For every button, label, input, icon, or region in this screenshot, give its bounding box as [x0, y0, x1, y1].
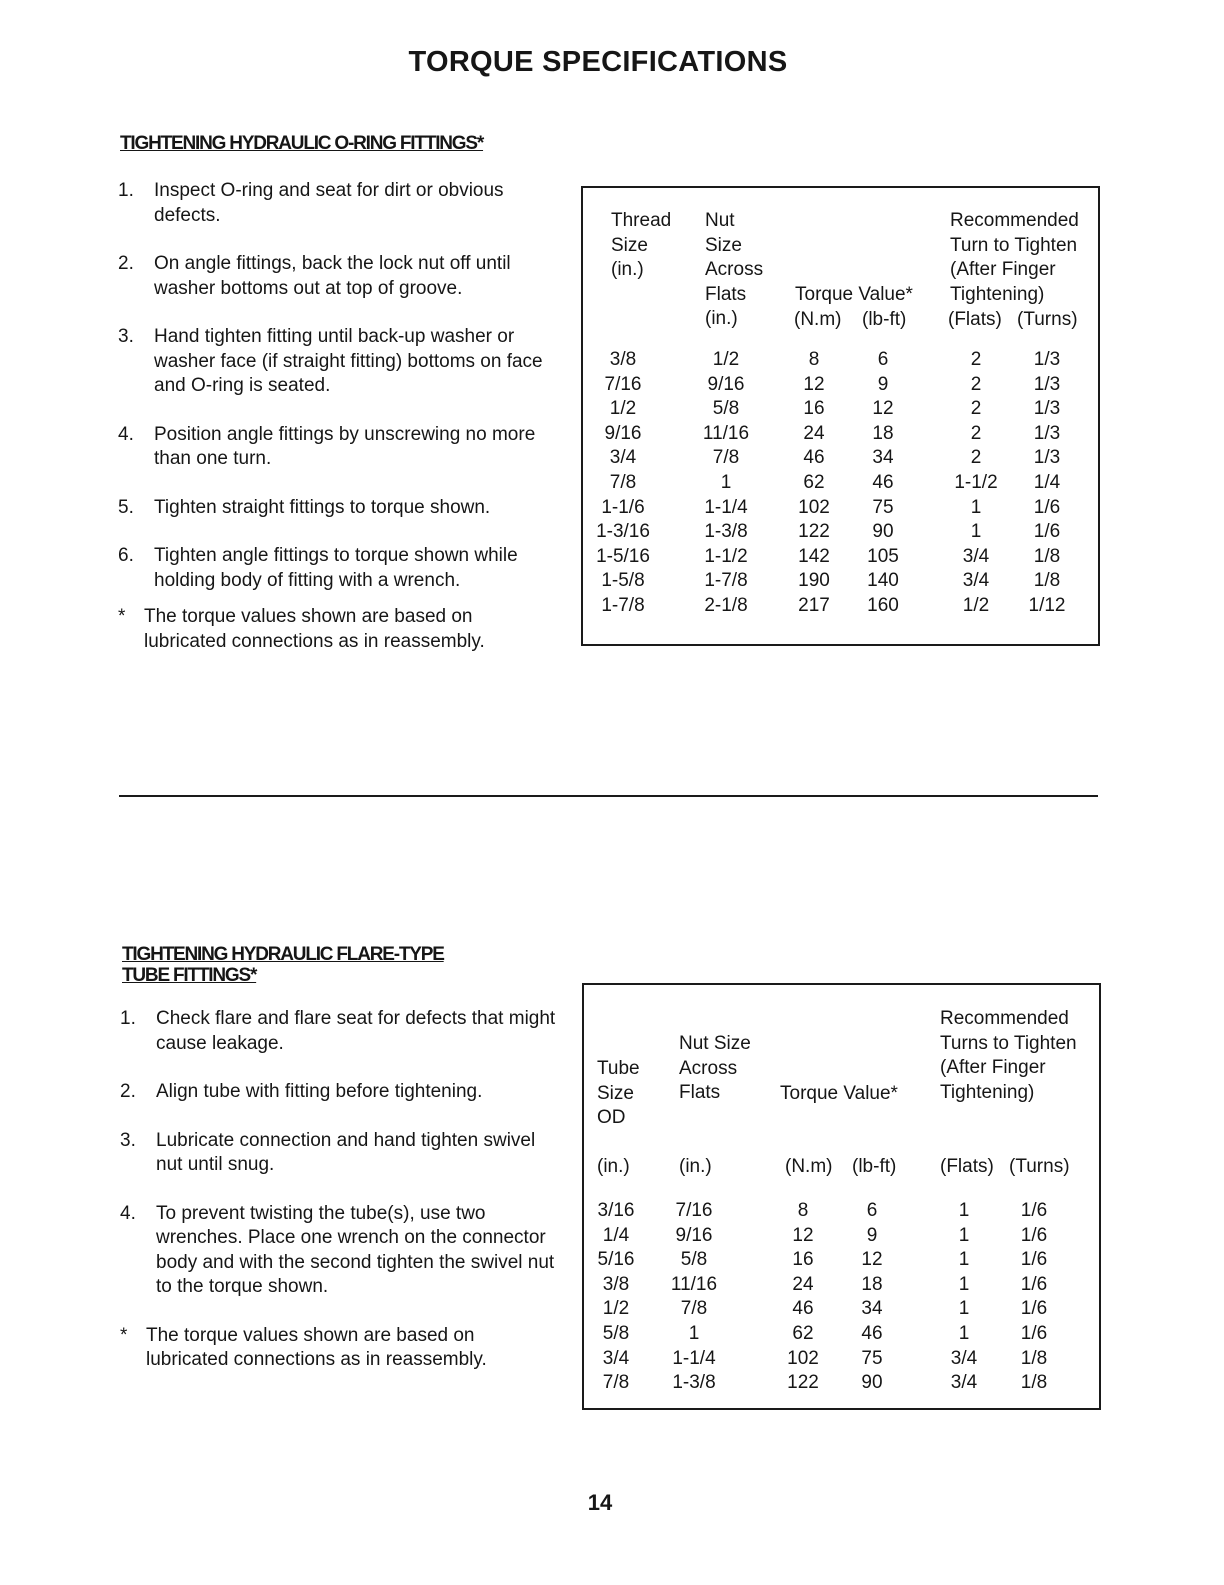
column-flats: [944, 348, 1008, 619]
table-cell: 1: [958, 1298, 970, 1320]
table-cell: 1/6: [1033, 521, 1061, 543]
table-cell: 1/3: [1033, 447, 1061, 469]
column-turns: [1019, 348, 1075, 619]
table-cell: 9: [877, 373, 889, 395]
table-cell: 1-7/8: [704, 570, 748, 592]
header-torque-nm: (N.m): [785, 1156, 833, 1177]
table-cell: 102: [787, 1347, 819, 1369]
table-cell: 1/3: [1033, 349, 1061, 370]
table-cell: 16: [803, 398, 825, 420]
table-cell: 122: [798, 521, 830, 543]
table-cell: 1: [958, 1200, 970, 1221]
oring-step: 3. Hand tighten fitting until back-up washer or washer face (if straight fitting) bottoms on face and O-ring is seated.: [118, 326, 543, 396]
header-tube-unit: (in.): [597, 1156, 630, 1177]
table-cell: 1/8: [1033, 545, 1061, 567]
header-nut-size: Nut Size Across Flats: [679, 1033, 751, 1104]
table-cell: 102: [798, 496, 830, 518]
table-cell: 75: [861, 1347, 883, 1369]
table-cell: 1-1/4: [672, 1347, 716, 1369]
table-cell: 12: [803, 373, 825, 395]
oring-footnote: * The torque values shown are based on lubricated connections as in reassembly.: [118, 606, 485, 652]
flare-torque-table: [582, 983, 1101, 1410]
table-cell: 1/8: [1033, 570, 1061, 592]
table-cell: 9: [866, 1224, 878, 1246]
table-cell: 46: [872, 471, 894, 493]
column-nut-size: [689, 348, 763, 619]
table-cell: 160: [867, 594, 899, 616]
table-cell: 1: [958, 1249, 970, 1271]
table-cell: 1/2: [602, 1298, 630, 1320]
oring-steps-list: [118, 179, 558, 654]
table-cell: 1/4: [602, 1224, 630, 1246]
table-cell: 18: [861, 1273, 883, 1295]
header-flats: (Flats): [940, 1156, 994, 1177]
table-cell: 1-5/16: [596, 545, 650, 567]
table-cell: 6: [877, 349, 889, 370]
table-cell: 2: [970, 349, 982, 370]
oring-torque-table: [581, 186, 1100, 646]
table-cell: 1-1/2: [954, 471, 998, 493]
table-cell: 6: [866, 1200, 878, 1221]
table-cell: 1/3: [1033, 422, 1061, 444]
table-cell: 105: [867, 545, 899, 567]
oring-step: 6. Tighten angle fittings to torque shown while holding body of fitting with a wrench.: [118, 545, 518, 591]
table-cell: 5/16: [597, 1249, 635, 1271]
table-cell: 2: [970, 447, 982, 469]
flare-section-heading: TIGHTENING HYDRAULIC FLARE-TYPE TUBE FITTINGS*: [122, 944, 444, 986]
oring-step: 2. On angle fittings, back the lock nut off until washer bottoms out at top of groove.: [118, 253, 511, 299]
column-turns: [1006, 1199, 1062, 1396]
table-cell: 3/4: [602, 1347, 630, 1369]
oring-section-heading: TIGHTENING HYDRAULIC O-RING FITTINGS*: [120, 133, 484, 154]
table-cell: 34: [861, 1298, 883, 1320]
table-cell: 7/16: [675, 1200, 713, 1221]
table-cell: 5/8: [712, 398, 740, 420]
oring-step: 5. Tighten straight fittings to torque shown.: [118, 496, 491, 518]
table-cell: 3/4: [950, 1372, 978, 1394]
column-flats: [936, 1199, 992, 1396]
header-torque-lbft: (lb-ft): [852, 1156, 897, 1177]
table-cell: 1-3/8: [704, 521, 748, 543]
oring-step: 1. Inspect O-ring and seat for dirt or obvious defects.: [118, 180, 504, 226]
header-flats: (Flats): [948, 309, 1002, 330]
header-recommended: Recommended Turns to Tighten (After Finger Tightening): [940, 1008, 1077, 1103]
table-cell: 8: [797, 1200, 809, 1221]
column-torque-lbft: [856, 348, 910, 619]
table-cell: 3/4: [962, 545, 990, 567]
table-cell: 1/6: [1020, 1249, 1048, 1271]
header-torque-value: Torque Value*: [795, 284, 913, 305]
column-torque-nm: [787, 348, 841, 619]
table-cell: 1-1/6: [601, 496, 645, 518]
table-cell: 3/4: [950, 1347, 978, 1369]
table-cell: 62: [803, 471, 825, 493]
table-cell: 90: [861, 1372, 883, 1394]
column-tube-size: [588, 1199, 644, 1396]
table-cell: 8: [808, 349, 820, 370]
header-tube-size: Tube Size OD: [597, 1058, 640, 1129]
table-cell: 12: [792, 1224, 814, 1246]
table-cell: 16: [792, 1249, 814, 1271]
table-cell: 1: [720, 471, 732, 493]
column-torque-lbft: [844, 1199, 900, 1396]
table-cell: 7/16: [604, 373, 642, 395]
table-cell: 1/2: [962, 594, 990, 616]
table-cell: 34: [872, 447, 894, 469]
table-cell: 5/8: [680, 1249, 708, 1271]
table-cell: 122: [787, 1372, 819, 1394]
table-cell: 9/16: [675, 1224, 713, 1246]
table-cell: 1-7/8: [601, 594, 645, 616]
flare-step: 1. Check flare and flare seat for defects that might cause leakage.: [120, 1008, 556, 1054]
header-torque-value: Torque Value*: [780, 1083, 898, 1104]
header-torque-nm: (N.m): [794, 309, 842, 330]
table-cell: 2: [970, 422, 982, 444]
table-cell: 1: [970, 496, 982, 518]
table-cell: 46: [861, 1322, 883, 1344]
header-nut-unit: (in.): [679, 1156, 712, 1177]
table-cell: 1: [970, 521, 982, 543]
table-cell: 1: [958, 1322, 970, 1344]
table-cell: 1/8: [1020, 1372, 1048, 1394]
section-divider: [119, 795, 1098, 797]
header-torque-lbft: (lb-ft): [862, 309, 907, 330]
table-cell: 7/8: [609, 471, 637, 493]
table-cell: 5/8: [602, 1322, 630, 1344]
table-cell: 3/8: [609, 349, 637, 370]
table-cell: 75: [872, 496, 894, 518]
table-cell: 7/8: [602, 1372, 630, 1394]
flare-steps-list: [120, 1007, 560, 1373]
flare-step: 4. To prevent twisting the tube(s), use two wrenches. Place one wrench on the connector body and with the second tighten the swivel nut to the torque shown.: [120, 1202, 555, 1297]
header-turns: (Turns): [1009, 1156, 1070, 1177]
table-cell: 7/8: [680, 1298, 708, 1320]
table-cell: 18: [872, 422, 894, 444]
table-cell: 1/6: [1020, 1200, 1048, 1221]
table-cell: 190: [798, 570, 830, 592]
table-cell: 1-3/16: [596, 521, 650, 543]
table-cell: 3/16: [597, 1200, 635, 1221]
header-nut-size: Nut Size Across Flats (in.): [705, 210, 764, 330]
table-cell: 1/6: [1020, 1322, 1048, 1344]
table-cell: 1/4: [1033, 471, 1061, 493]
table-cell: 7/8: [712, 447, 740, 469]
table-cell: 3/4: [609, 447, 637, 469]
table-cell: 46: [792, 1298, 814, 1320]
table-cell: 11/16: [670, 1273, 718, 1295]
header-turns: (Turns): [1017, 309, 1078, 330]
table-cell: 2: [970, 373, 982, 395]
table-cell: 46: [803, 447, 825, 469]
flare-step: 3. Lubricate connection and hand tighten swivel nut until snug.: [120, 1129, 536, 1175]
table-cell: 1: [958, 1224, 970, 1246]
table-cell: 1/6: [1020, 1273, 1048, 1295]
table-cell: 9/16: [707, 373, 745, 395]
column-torque-nm: [776, 1199, 830, 1396]
table-cell: 1/3: [1033, 373, 1061, 395]
table-cell: 1/12: [1028, 594, 1066, 616]
flare-footnote: * The torque values shown are based on lubricated connections as in reassembly.: [120, 1324, 487, 1370]
table-cell: 2: [970, 398, 982, 420]
table-cell: 1: [688, 1322, 700, 1344]
oring-step: 4. Position angle fittings by unscrewing no more than one turn.: [118, 423, 536, 469]
flare-step: 2. Align tube with fitting before tightening.: [120, 1081, 483, 1102]
header-recommended: Recommended Turn to Tighten (After Finger Tightening): [950, 210, 1079, 305]
column-nut-size: [664, 1199, 724, 1396]
table-cell: 1-1/2: [704, 545, 748, 567]
table-cell: 217: [798, 594, 830, 616]
table-cell: 12: [872, 398, 894, 420]
table-cell: 1/6: [1033, 496, 1061, 518]
table-cell: 9/16: [604, 422, 642, 444]
table-cell: 3/8: [602, 1273, 630, 1295]
table-cell: 11/16: [702, 422, 750, 444]
table-cell: 1: [958, 1273, 970, 1295]
table-cell: 1/2: [712, 349, 740, 370]
table-cell: 1-1/4: [704, 496, 748, 518]
page-title: TORQUE SPECIFICATIONS: [408, 46, 788, 78]
table-cell: 24: [803, 422, 825, 444]
table-cell: 1/8: [1020, 1347, 1048, 1369]
table-cell: 1/6: [1020, 1298, 1048, 1320]
table-cell: 1-3/8: [672, 1372, 716, 1394]
table-cell: 3/4: [962, 570, 990, 592]
table-cell: 12: [861, 1249, 883, 1271]
table-cell: 2-1/8: [704, 594, 748, 616]
table-cell: 1/3: [1033, 398, 1061, 420]
table-cell: 62: [792, 1322, 814, 1344]
table-cell: 90: [872, 521, 894, 543]
header-thread-size: Thread Size (in.): [611, 210, 672, 281]
table-cell: 1-5/8: [601, 570, 645, 592]
column-thread-size: [589, 348, 657, 619]
page-number: 14: [587, 1490, 613, 1515]
table-cell: 142: [798, 545, 830, 567]
table-cell: 24: [792, 1273, 814, 1295]
table-cell: 1/6: [1020, 1224, 1048, 1246]
table-cell: 140: [867, 570, 899, 592]
table-cell: 1/2: [609, 398, 637, 420]
